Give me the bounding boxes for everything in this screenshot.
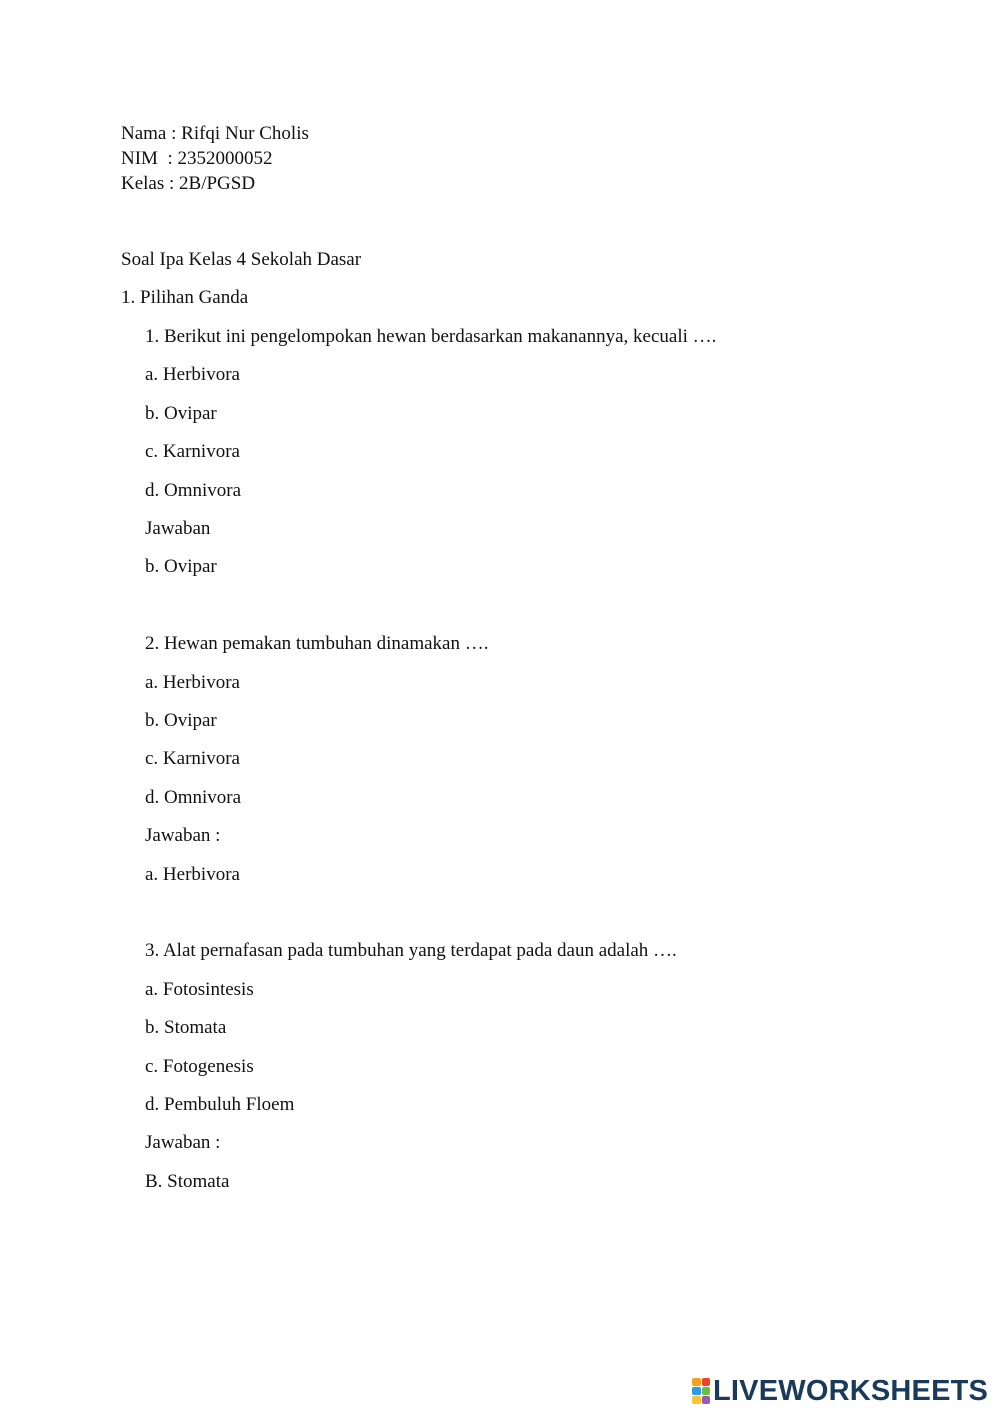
question-list <box>145 325 945 1247</box>
option-c: c. Karnivora <box>145 441 240 463</box>
option-d: d. Pembuluh Floem <box>145 1094 295 1116</box>
logo-block <box>692 1396 701 1404</box>
worksheet-title: Soal Ipa Kelas 4 Sekolah Dasar <box>121 249 362 270</box>
answer-value: a. Herbivora <box>145 863 240 885</box>
answer-label: Jawaban <box>145 517 211 539</box>
option-a: a. Fotosintesis <box>145 978 254 1000</box>
option-d: d. Omnivora <box>145 786 242 808</box>
student-class: Kelas : 2B/PGSD <box>121 173 256 194</box>
question-text: 2. Hewan pemakan tumbuhan dinamakan …. <box>145 633 489 655</box>
answer-label: Jawaban : <box>145 1132 221 1154</box>
option-b: b. Ovipar <box>145 710 217 732</box>
option-a: a. Herbivora <box>145 364 240 386</box>
logo-block <box>692 1387 701 1395</box>
logo-block <box>702 1396 711 1404</box>
option-c: c. Karnivora <box>145 748 240 770</box>
student-nim: NIM : 2352000052 <box>121 148 273 169</box>
student-name: Nama : Rifqi Nur Cholis <box>121 123 309 144</box>
question-2 <box>145 632 945 901</box>
logo-text: LIVEWORKSHEETS <box>713 1375 989 1407</box>
logo-blocks-icon <box>692 1378 710 1404</box>
logo-block <box>692 1378 701 1386</box>
question-text: 1. Berikut ini pengelompokan hewan berdasarkan makanannya, kecuali …. <box>145 326 717 347</box>
answer-value: B. Stomata <box>145 1170 230 1192</box>
option-b: b. Ovipar <box>145 402 217 424</box>
option-b: b. Stomata <box>145 1017 227 1039</box>
logo-block <box>702 1387 711 1395</box>
option-d: d. Omnivora <box>145 479 242 501</box>
logo-block <box>702 1378 711 1386</box>
liveworksheets-logo <box>692 1376 988 1406</box>
option-c: c. Fotogenesis <box>145 1055 254 1077</box>
answer-value: b. Ovipar <box>145 556 217 578</box>
question-text: 3. Alat pernafasan pada tumbuhan yang terdapat pada daun adalah …. <box>145 940 677 962</box>
section-heading: 1. Pilihan Ganda <box>121 287 249 308</box>
option-a: a. Herbivora <box>145 671 240 693</box>
question-3 <box>145 939 945 1208</box>
student-info <box>121 121 309 196</box>
question-1 <box>145 325 945 594</box>
answer-label: Jawaban : <box>145 825 221 847</box>
